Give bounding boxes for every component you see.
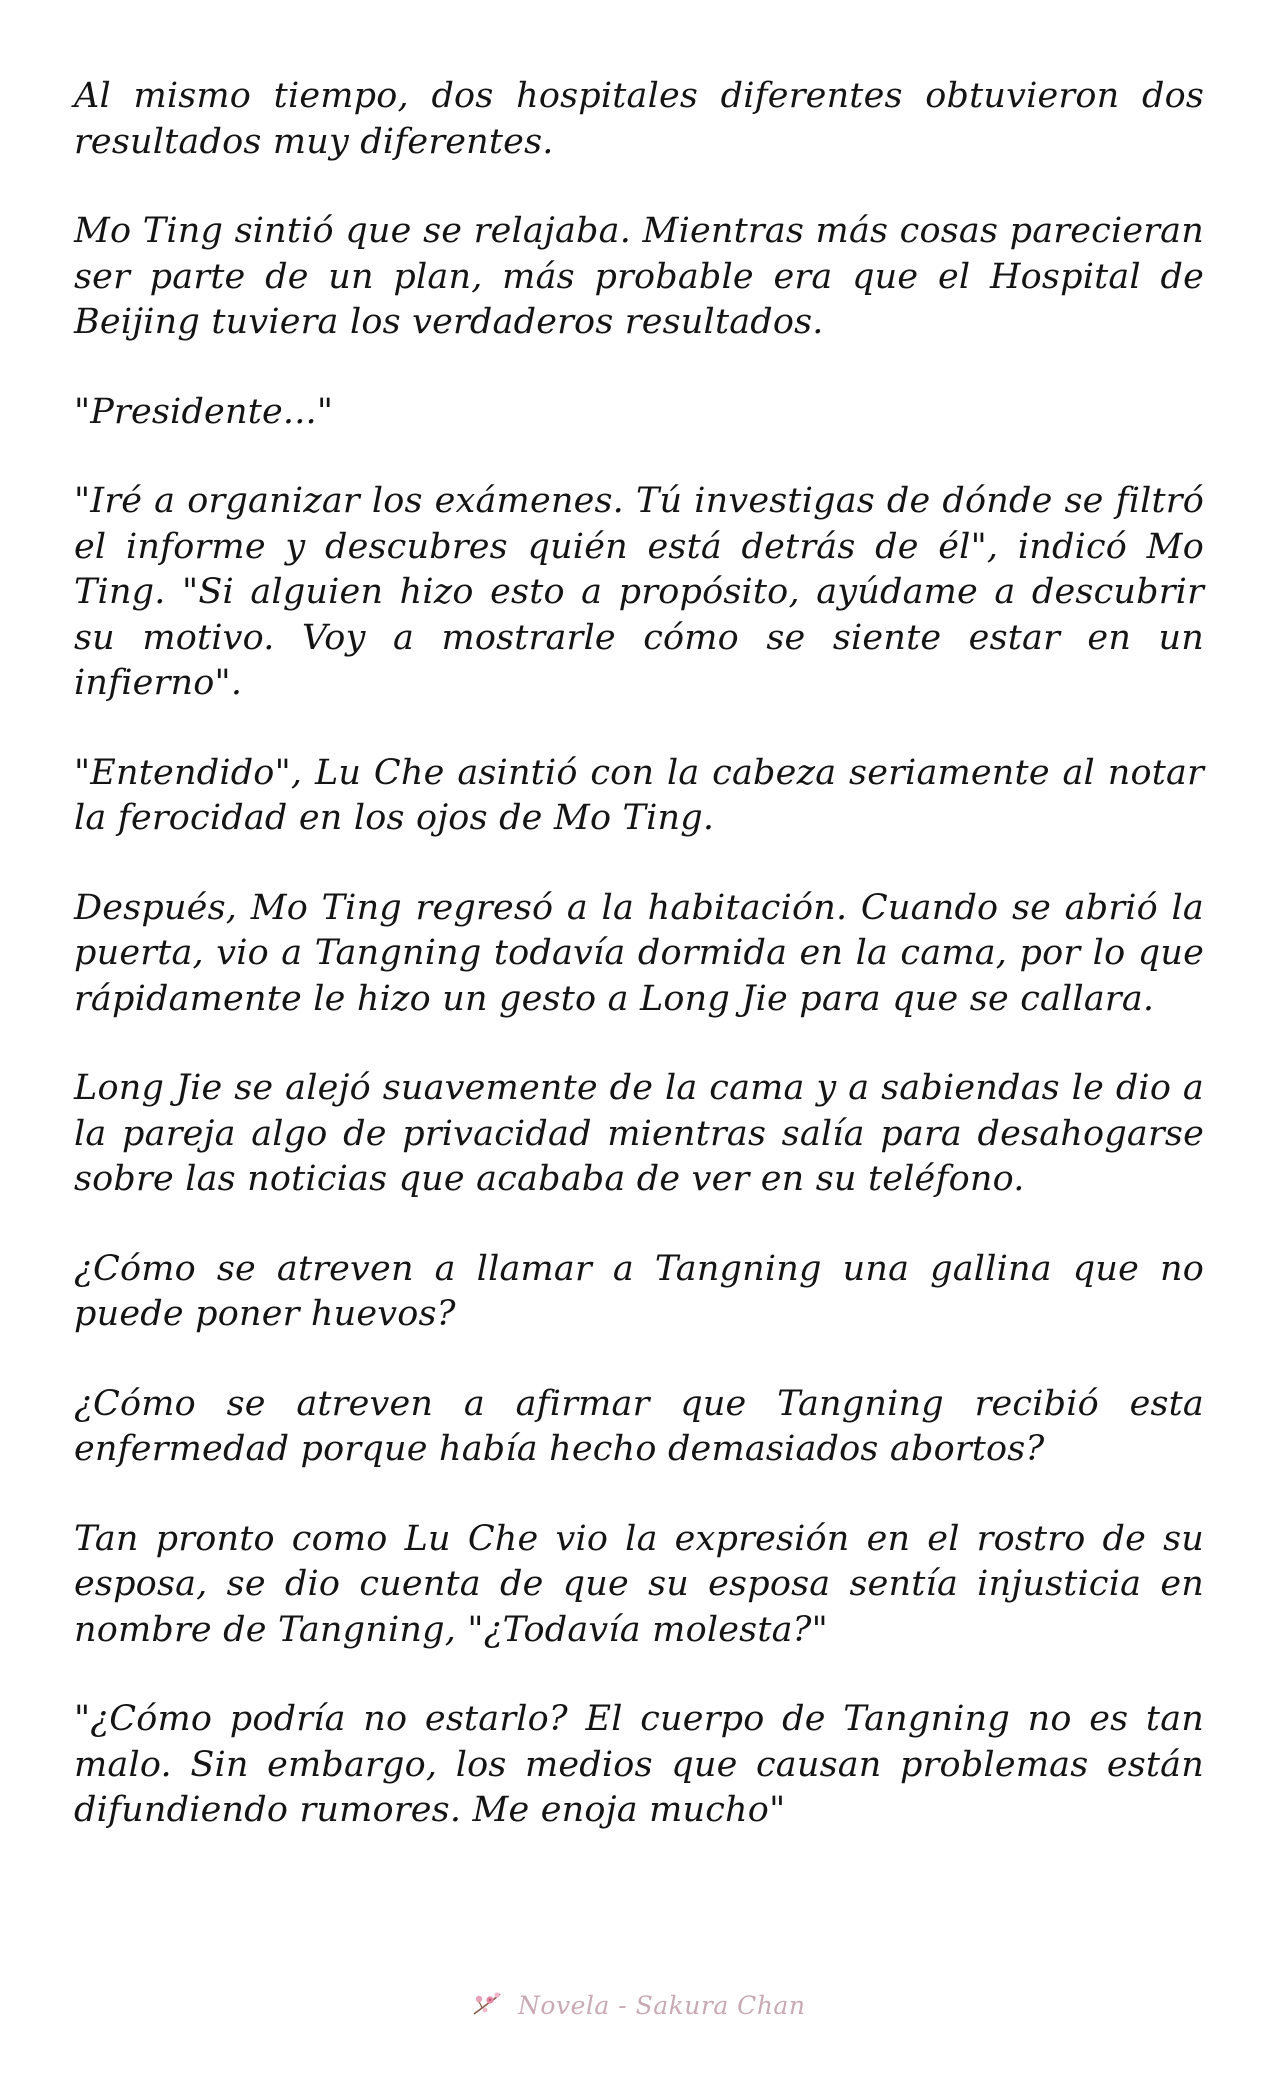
paragraph: "Presidente..."	[74, 391, 334, 432]
sakura-flower-icon	[470, 1990, 504, 2020]
paragraph: ¿Cómo se atreven a afirmar que Tangning recibió esta enfermedad porque había hecho demasiados abortos?	[74, 1383, 1204, 1469]
paragraph: Long Jie se alejó suavemente de la cama y a sabiendas le dio a la pareja algo de privacidad mientras salía para desahogarse sobre las noticias que acababa de ver en su teléfono.	[74, 1068, 1204, 1199]
watermark	[0, 1990, 1275, 2020]
chapter-text	[74, 74, 1204, 1878]
paragraph: Después, Mo Ting regresó a la habitación. Cuando se abrió la puerta, vio a Tangning todavía dormida en la cama, por lo que rápidamente le hizo un gesto a Long Jie para que se callara.	[74, 887, 1204, 1019]
watermark-text: Novela - Sakura Chan	[518, 1991, 806, 2020]
paragraph: Mo Ting sintió que se relajaba. Mientras más cosas parecieran ser parte de un plan, más probable era que el Hospital de Beijing tuviera los verdaderos resultados.	[74, 211, 1204, 342]
paragraph: Al mismo tiempo, dos hospitales diferentes obtuvieron dos resultados muy diferentes.	[74, 76, 1204, 162]
paragraph: ¿Cómo se atreven a llamar a Tangning una gallina que no puede poner huevos?	[74, 1248, 1204, 1334]
paragraph: "¿Cómo podría no estarlo? El cuerpo de Tangning no es tan malo. Sin embargo, los medios que causan problemas están difundiendo rumores. Me enoja mucho"	[74, 1699, 1204, 1830]
paragraph: "Iré a organizar los exámenes. Tú investigas de dónde se filtró el informe y descubres quién está detrás de él", indicó Mo Ting. "Si alguien hizo esto a propósito, ayúdame a descubrir su motivo. Voy a mostrarle cómo se siente estar en un infierno".	[74, 481, 1204, 703]
paragraph: "Entendido", Lu Che asintió con la cabeza seriamente al notar la ferocidad en los ojos de Mo Ting.	[74, 752, 1204, 838]
paragraph: Tan pronto como Lu Che vio la expresión en el rostro de su esposa, se dio cuenta de que su esposa sentía injusticia en nombre de Tangning, "¿Todavía molesta?"	[74, 1518, 1204, 1650]
